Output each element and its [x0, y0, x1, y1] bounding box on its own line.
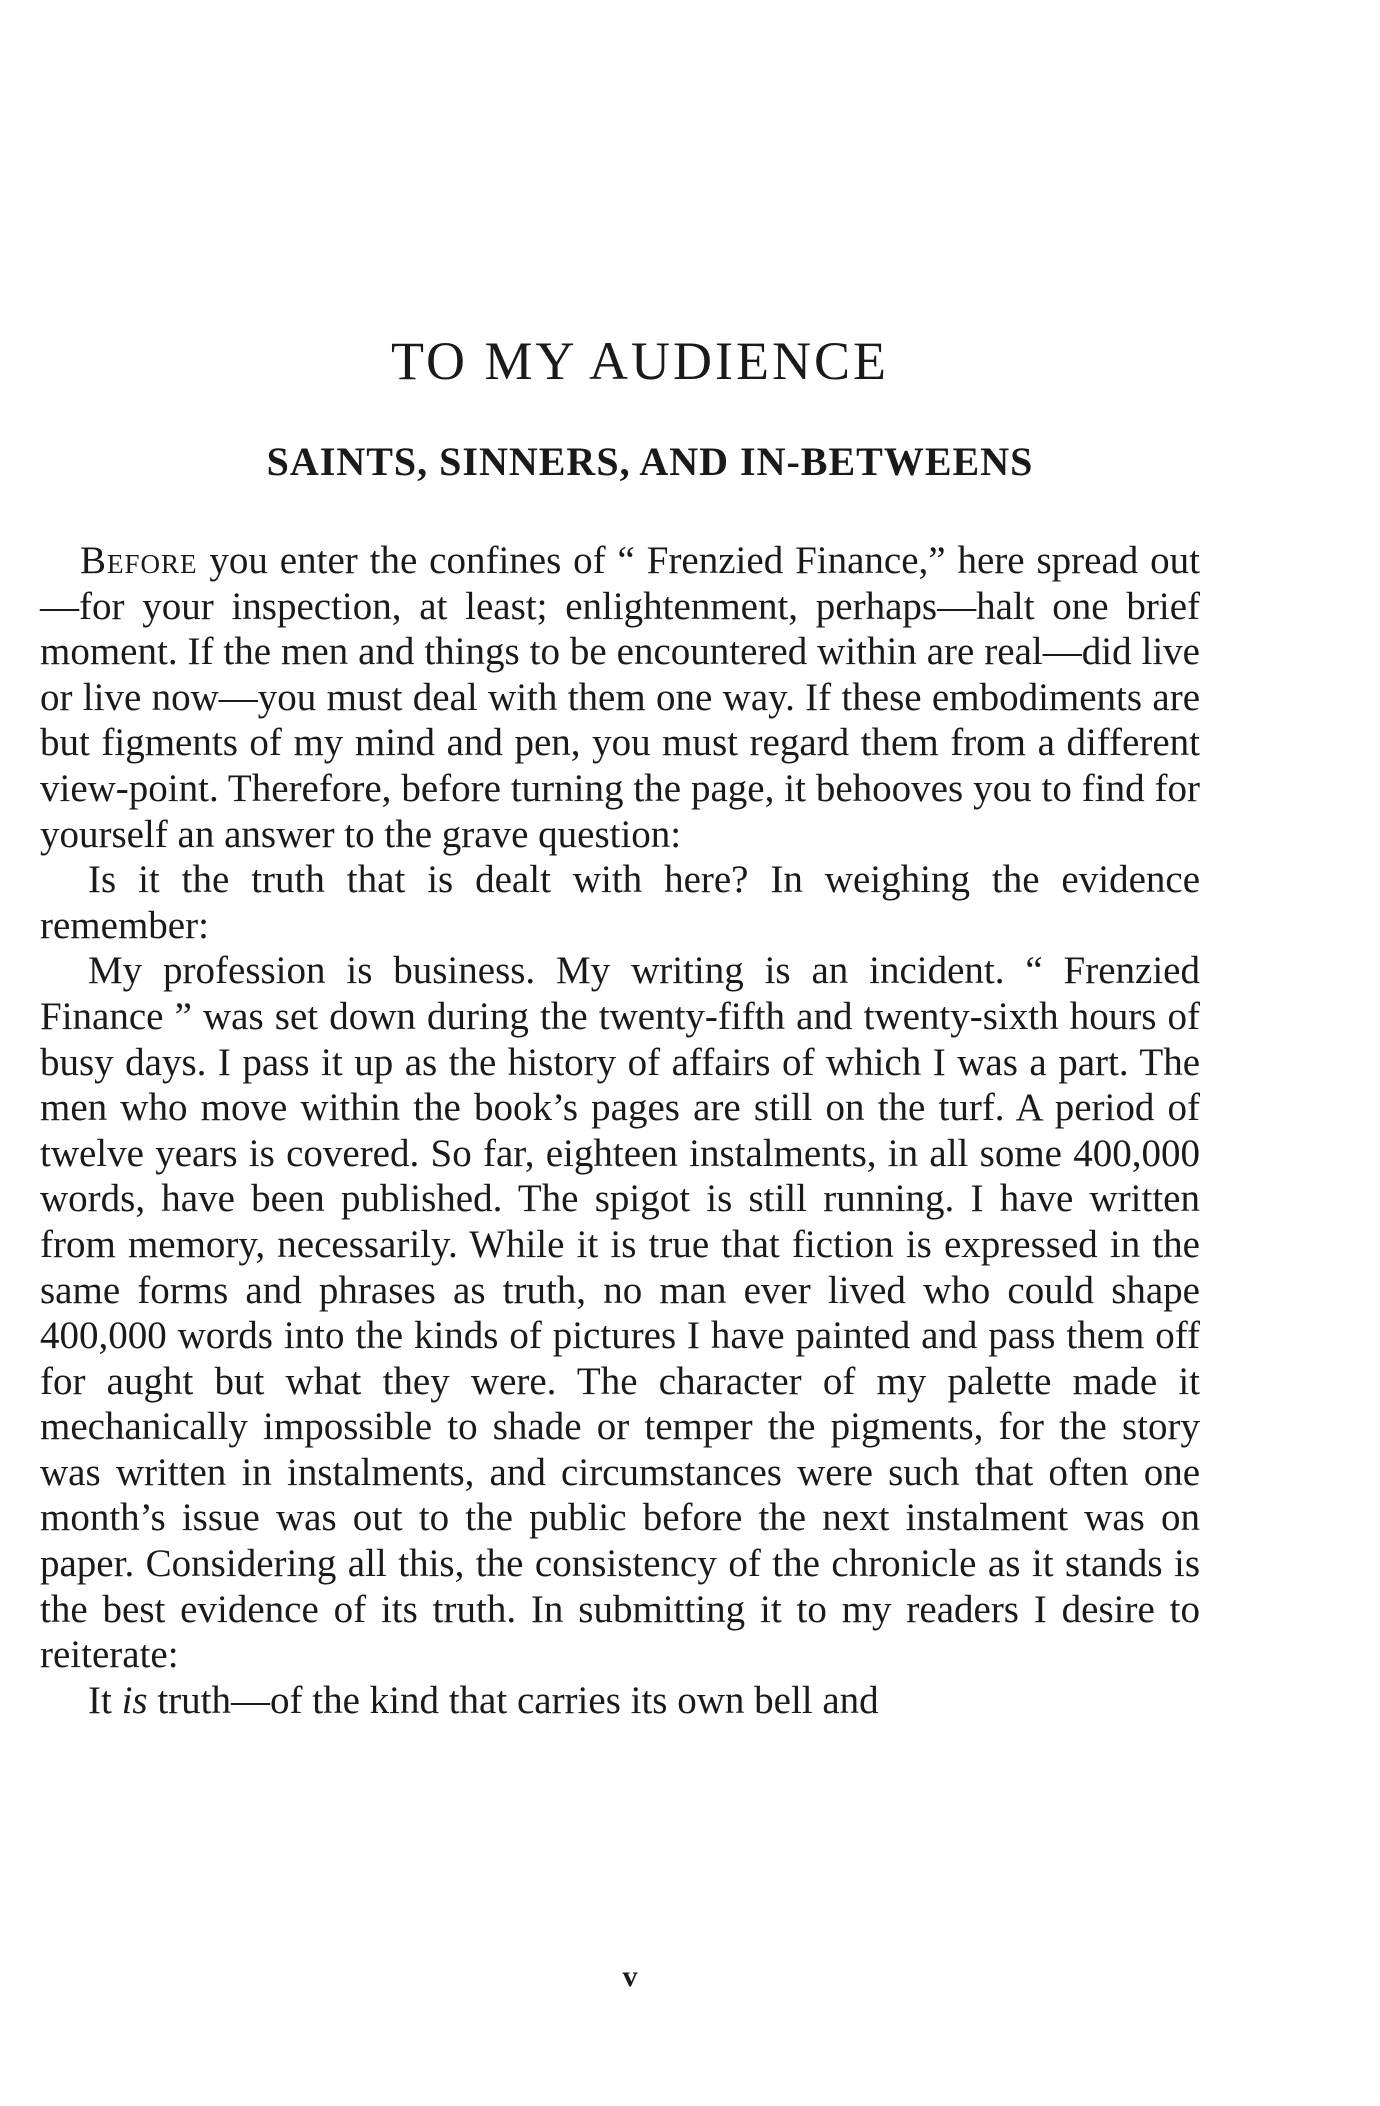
paragraph-2: Is it the truth that is dealt with here? In weighing the evidence remember:	[40, 858, 1200, 947]
page-number: v	[622, 1960, 638, 1993]
paragraph-1	[40, 538, 1200, 857]
paragraph-4	[40, 1678, 1200, 1724]
paragraph-3: My profession is business. My writing is an incident. “ Frenzied Finance ” was set down during the twenty-fifth and twenty-sixth hours of busy days. I pass it up as the history of affairs of which I was a part. The men who move within the book’s pages are still on the turf. A period of twelve years is covered. So far, eighteen instalments, in all some 400,000 words, have been published. The spigot is still running. I have written from memory, necessarily. While it is true that fiction is expressed in the same forms and phrases as truth, no man ever lived who could shape 400,000 words into the kinds of pictures I have painted and pass them off for aught but what they were. The character of my palette made it mechanically impossible to shade or temper the pigments, for the story was written in instalments, and circumstances were such that often one month’s issue was out to the public before the next instalment was on paper. Considering all this, the consistency of the chronicle as it stands is the best evidence of its truth. In submitting it to my readers I desire to reiterate:	[40, 949, 1200, 1677]
paragraph-4-end: truth—of the kind that carries its own bell and	[147, 1678, 879, 1722]
page-subtitle: SAINTS, SINNERS, AND IN-BETWEENS	[266, 439, 1034, 484]
page-title: TO MY AUDIENCE	[391, 331, 889, 391]
paragraph-4-emphasis: is	[121, 1678, 148, 1722]
paragraph-1-text: you enter the confines of “ Frenzied Finance,” here spread out—for your inspection, at least; enlightenment, perhaps—halt one brief moment. If the men and things to be encountered within are real—did live or live now—you must deal with them one way. If these embodiments are but figments of my mind and pen, you must regard them from a different view-point. Therefore, before turning the page, it behooves you to find for yourself an answer to the grave question:	[40, 539, 1200, 856]
body-text	[40, 538, 1200, 1723]
paragraph-4-start: It	[88, 1678, 122, 1722]
drop-lead-word: Before	[80, 539, 198, 582]
